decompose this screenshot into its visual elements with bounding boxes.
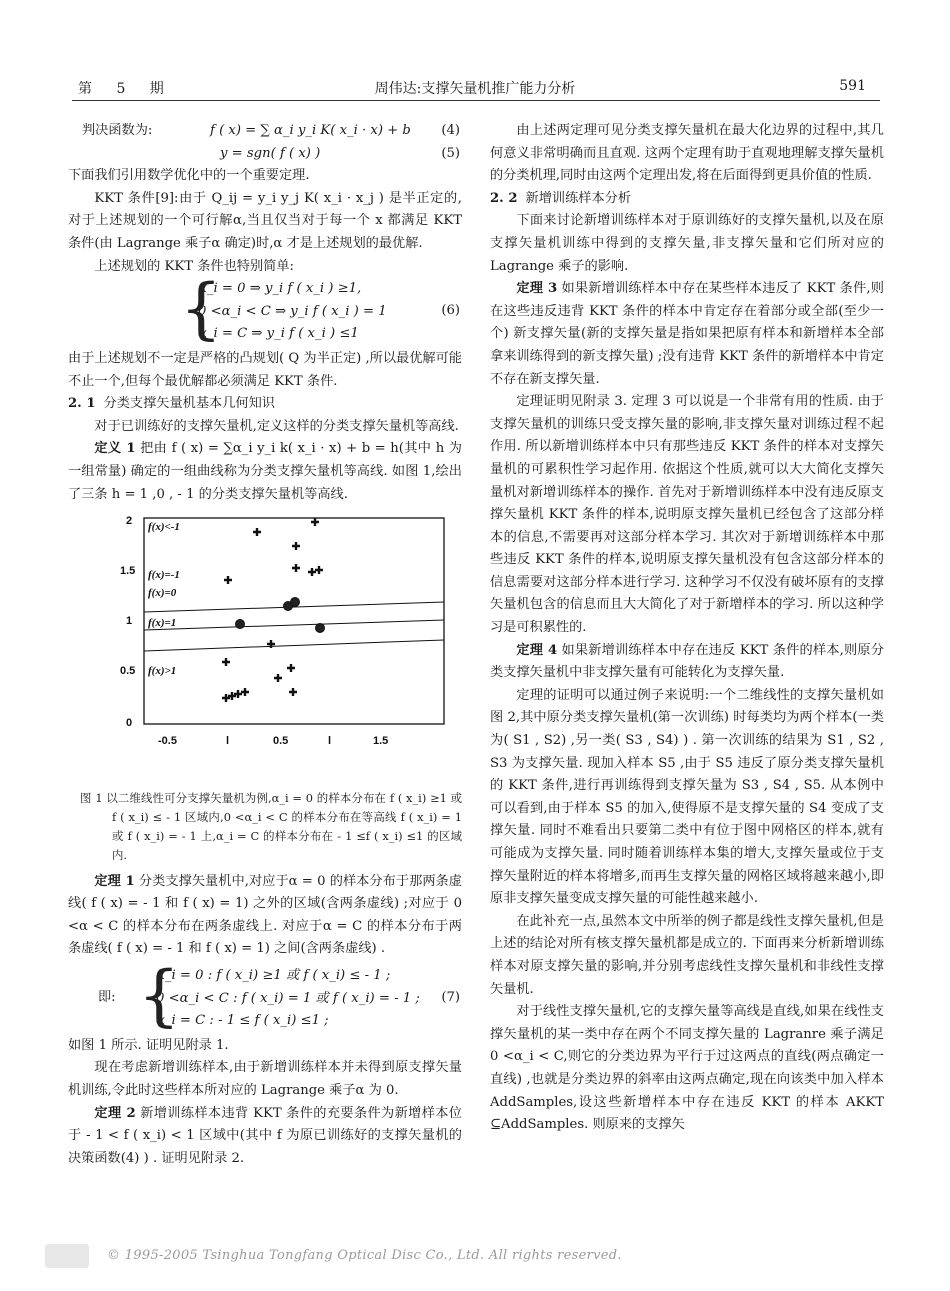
copyright-notice: © 1995-2005 Tsinghua Tongfang Optical Disc Co., Ltd. All rights reserved. [107,1248,622,1263]
x-tick: 1.5 [373,735,389,748]
plus-marker [292,564,300,572]
plus-marker [287,664,295,672]
paragraph: 由于上述规划不一定是严格的凸规划( Q 为半正定) ,所以最优解可能不止一个,但每个最优解都必须满足 KKT 条件. [68,350,462,389]
figure-1-plot [68,512,462,772]
paragraph: 定理证明见附录 3. 定理 3 可以说是一个非常有用的性质. 由于支撑矢量机的训练只受支撑矢量的影响,非支撑矢量对训练过程不起作用. 所以新增训练样本中只有那些违反 KKT 条件的样本对支撑矢量机的可累积性学习起作用. 依据这个性质,就可以大大简化支撑矢量机对新增训练样本的操作. 首先对于新增训练样本中没有违反原支撑矢量机 KKT 条件的样本,说明原支撑矢量机已经包含了这部分样本的信息,不需要再对这部分样本学习. 其次对于新增训练样本中那些违反 KKT 条件的样本,说明原支撑矢量机没有包含这部分样本的信息需要对这部分样本进行学习. 这种学习不仅没有破坏原有的支撑矢量机包含的信息而且大大简化了对于新增样本的学习. 所以这种学习是可积累性的. [490,394,884,636]
issue-number: 第 5 期 [78,81,174,97]
publisher-logo-icon [45,1244,89,1268]
support-vector-point [316,624,325,633]
theorem-3 [490,278,884,391]
left-column [68,120,462,1170]
paragraph: 下面我们引用数学优化中的一个重要定理. [68,168,310,184]
right-column [490,120,884,1137]
brace-icon: { [180,270,222,348]
plus-marker [274,674,282,682]
eq7-line: 0 <α_i < C : f ( x_i) = 1 或 f ( x_i) = - 1 ; [156,990,420,1006]
plus-marker [311,518,319,526]
kkt-line: α_i = 0 ⇒ y_i f ( x_i ) ≥1, [198,281,362,297]
x-tick: -0.5 [158,735,177,748]
theorem-text: 分类支撑矢量机中,对应于α = 0 的样本分布于那两条虚线( f ( x) = - 1 和 f ( x) = 1) 之外的区域(含两条虚线) ;对应于 0 <α < C 的样本分布在两条虚线上. 对应于α = C 的样本分布于两条虚线( f ( x) = - 1 和 f ( x) = 1) 之间(含两条虚线) . [68,873,462,957]
section-number: 2. 2 [490,190,518,206]
plus-marker [292,542,300,550]
support-vectors [236,598,325,633]
contour-label: f(x)=1 [148,617,177,630]
paragraph: 对于已训练好的支撑矢量机,定义这样的分类支撑矢量机等高线. [94,418,459,434]
paragraph: 下面来讨论新增训练样本对于原训练好的支撑矢量机,以及在原支撑矢量机训练中得到的支撑矢量,非支撑矢量和它们所对应的 Lagrange 乘子的影响. [490,213,884,274]
theorem-text: 如果新增训练样本中存在某些样本违反了 KKT 条件,则在这些违反违背 KKT 条件的样本中肯定存在着部分或全部(至少一个) 新支撑矢量(新的支撑矢量是指如果把原有样本和新增样本全部拿来训练得到的新支撑矢量) ;没有违背 KKT 条件的新增样本中肯定不存在新支撑矢量. [490,281,884,387]
paragraph: 上述规划的 KKT 条件也特别简单: [94,258,294,274]
kkt-paragraph: KKT 条件[9]:由于 Q_ij = y_i y_j K( x_i · x_j ) 是半正定的,对于上述规划的一个可行解α,当且仅当对于每一个 x 都满足 KKT 条件(由 Lagrange 乘子α 确定)时,α 才是上述规划的最优解. [68,190,462,251]
theorem-label: 定理 3 [516,281,558,297]
paragraph: 由上述两定理可见分类支撑矢量机在最大化边界的过程中,其几何意义非常明确而且直观. 这两个定理有助于直观地理解支撑矢量机的分类机理,同时由这两个定理出发,将在后面得到更具价值的性质. [490,123,884,184]
eq7-line: α_i = C : - 1 ≤ f ( x_i) ≤1 ; [156,1013,329,1029]
figure-1-caption: 图 1 以二维线性可分支撑矢量机为例,α_i = 0 的样本分布在 f ( x_i) ≥1 或 f ( x_i) ≤ - 1 区域内,0 <α_i < C 的样本分布在等高线 f ( x_i) = 1 或 f ( x_i) = - 1 上,α_i = C 的样本分布在 - 1 ≤f ( x_i) ≤1 的区域内. [80,790,462,862]
equation-5 [68,143,462,166]
kkt-line: α_i = C ⇒ y_i f ( x_i ) ≤1 [198,326,359,342]
class-plus-points [222,518,323,702]
contour-label: f(x)=0 [148,587,177,600]
page-header [70,76,880,98]
region-label: f(x)>1 [148,665,177,678]
eq7-line: α_i = 0 : f ( x_i) ≥1 或 f ( x_i) ≤ - 1 ; [156,968,391,984]
running-title: 周伟达:支撑矢量机推广能力分析 [374,81,576,97]
eq4-body: f ( x) = ∑ α_i y_i K( x_i · x) + b [210,123,411,138]
kkt-line: 0 <α_i < C ⇒ y_i f ( x_i ) = 1 [198,303,387,319]
theorem-text: 新增训练样本违背 KKT 条件的充要条件为新增样本位于 - 1 < f ( x_i) < 1 区域中(其中 f 为原已训练好的支撑矢量机的决策函数(4) ) . 证明见附录 2. [68,1105,462,1166]
plus-marker [222,658,230,666]
plus-marker [253,528,261,536]
y-tick: 2 [126,515,133,528]
region-label: f(x)<-1 [148,521,180,534]
support-vector-point [291,598,300,607]
support-vector-point [236,620,245,629]
section-2-2-heading [490,188,884,211]
y-tick: 0.5 [120,665,136,678]
theorem-1 [68,871,462,961]
paragraph: 定理的证明可以通过例子来说明:一个二维线性的支撑矢量机如图 2,其中原分类支撑矢量机(第一次训练) 时每类均为两个样本(一类为( S1 , S2) ,另一类( S3 , S4) ) . 第一次训练的结果为 S1 , S2 , S3 为支撑矢量. 现加入样本 S5 ,由于 S5 违反了原分类支撑矢量机的 KKT 条件,进行再训练得到支撑矢量为 S3 , S4 , S5. 从本例中可以看到,由于样本 S5 的加入,使得原不是支撑矢量的 S4 变成了支撑矢量. 同时不难看出只要第二类中有位于图中网格区的样本,就有可能成为支撑矢量. 同时随着训练样本集的增大,支撑矢量或位于支撑矢量附近的样本将增多,而再生支撑矢量的网格区域将越来越小,即原非支撑矢量变成支撑矢量的可能性越来越小. [490,687,884,907]
theorem-4 [490,640,884,685]
paragraph: 如图 1 所示. 证明见附录 1. [68,1037,229,1053]
contour-line-zero [144,620,444,630]
equation-7 [68,957,462,1035]
header-rule [72,100,880,101]
section-title: 新增训练样本分析 [525,190,632,206]
theorem-label: 定理 2 [94,1105,136,1121]
paragraph: 对于线性支撑矢量机,它的支撑矢量等高线是直线,如果在线性支撑矢量机的某一类中存在两个不同支撑矢量的 Lagranre 乘子满足 0 <α_i < C,则它的分类边界为平行于过这两点的直线(两点确定一直线) ,也就是分类边界的斜率由这两点确定,现在向该类中加入样本 AddSamples,设这些新增样本中存在违反 KKT 的样本 AKKT ⊆AddSamples. 则原来的支撑矢 [490,1004,884,1133]
contour-line-plus1 [144,640,444,651]
plus-marker [308,568,316,576]
theorem-label: 定理 1 [94,873,135,889]
eq5-body: y = sgn( f ( x) ) [220,145,321,161]
section-2-1-heading [68,393,462,416]
eq6-number: (6) [441,303,460,319]
theorem-label: 定理 4 [516,642,558,658]
eq4-label: 判决函数为: [82,123,153,138]
plus-marker [289,688,297,696]
theorem-text: 如果新增训练样本中存在违反 KKT 条件的样本,则原分类支撑矢量机中非支撑矢量有可能转化为支撑矢量. [490,642,884,681]
page-number: 591 [839,78,866,94]
eq4-number: (4) [441,123,460,138]
equation-6 [68,270,462,348]
eq5-number: (5) [441,145,460,161]
eq7-number: (7) [441,990,460,1006]
paragraph: 现在考虑新增训练样本,由于新增训练样本并未得到原支撑矢量机训练,令此时这些样本所对应的 Lagrange 乘子α 为 0. [68,1060,462,1099]
y-tick: 1.5 [120,565,136,578]
page-footer [45,1244,905,1270]
equation-4 [68,120,462,143]
section-number: 2. 1 [68,396,96,412]
plus-marker [241,688,249,696]
y-tick: 0 [126,717,133,730]
brace-icon: { [138,957,180,1035]
section-title: 分类支撑矢量机基本几何知识 [103,396,275,412]
definition-1 [68,438,462,506]
definition-text: 把由 f ( x) = ∑α_i y_i k( x_i · x) + b = h(其中 h 为一组常量) 确定的一组曲线称为分类支撑矢量机等高线. 如图 1,绘出了三条 h = 1 ,0 , - 1 的分类支撑矢量机等高线. [68,441,462,502]
contour-label: f(x)=-1 [148,569,180,582]
definition-label: 定义 1 [94,441,136,457]
paragraph: 在此补充一点,虽然本文中所举的例子都是线性支撑矢量机,但是上述的结论对所有核支撑矢量机都是成立的. 下面再来分析新增训练样本对原支撑矢量的影响,并分别考虑线性支撑矢量机和非线性支撑矢量机. [490,913,884,997]
plus-marker [315,566,323,574]
plus-marker [224,576,232,584]
theorem-2 [68,1103,462,1171]
y-tick: 1 [126,615,133,628]
x-tick: l [328,735,332,748]
x-tick: l [226,735,230,748]
x-tick: 0.5 [273,735,289,748]
eq7-label: 即: [98,990,116,1006]
